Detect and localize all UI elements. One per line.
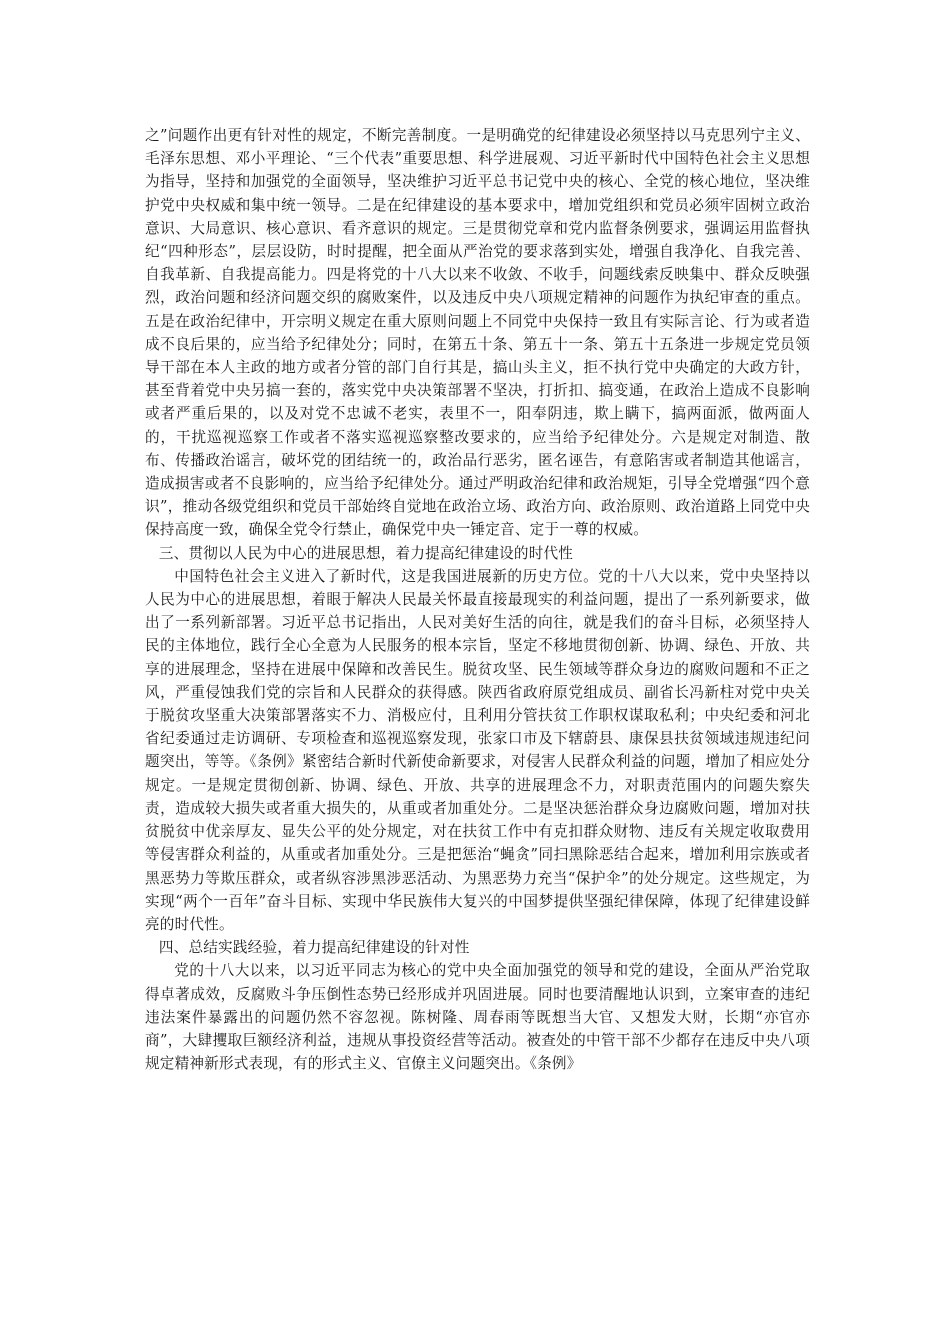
document-body xyxy=(145,124,810,1075)
paragraph-continuation: 之”问题作出更有针对性的规定，不断完善制度。一是明确党的纪律建设必须坚持以马克思列宁主义、毛泽东思想、邓小平理论、“三个代表”重要思想、科学进展观、习近平新时代中国特色社会主义思想为指导，坚持和加强党的全面领导，坚决维护习近平总书记党中央的核心、全党的核心地位，坚决维护党中央权威和集中统一领导。二是在纪律建设的基本要求中，增加党组织和党员必须牢固树立政治意识、大局意识、核心意识、看齐意识的规定。三是贯彻党章和党内监督条例要求，强调运用监督执纪“四种形态”，层层设防，时时提醒，把全面从严治党的要求落到实处，增强自我净化、自我完善、自我革新、自我提高能力。四是将党的十八大以来不收敛、不收手，问题线索反映集中、群众反映强烈，政治问题和经济问题交织的腐败案件，以及违反中央八项规定精神的问题作为执纪审查的重点。五是在政治纪律中，开宗明义规定在重大原则问题上不同党中央保持一致且有实际言论、行为或者造成不良后果的，应当给予纪律处分；同时，在第五十条、第五十一条、第五十五条进一步规定党员领导干部在本人主政的地方或者分管的部门自行其是，搞山头主义，拒不执行党中央确定的大政方针，甚至背着党中央另搞一套的，落实党中央决策部署不坚决，打折扣、搞变通，在政治上造成不良影响或者严重后果的，以及对党不忠诚不老实，表里不一，阳奉阴违，欺上瞒下，搞两面派，做两面人的，干扰巡视巡察工作或者不落实巡视巡察整改要求的，应当给予纪律处分。六是规定对制造、散布、传播政治谣言，破坏党的团结统一的，政治品行恶劣，匿名诬告，有意陷害或者制造其他谣言，造成损害或者不良影响的，应当给予纪律处分。通过严明政治纪律和政治规矩，引导全党增强“四个意识”，推动各级党组织和党员干部始终自觉地在政治立场、政治方向、政治原则、政治道路上同党中央保持高度一致，确保全党令行禁止，确保党中央一锤定音、定于一尊的权威。 xyxy=(145,127,810,539)
section-heading-4: 四、总结实践经验，着力提高纪律建设的针对性 xyxy=(158,939,470,957)
section-heading-3: 三、贯彻以人民为中心的进展思想，着力提高纪律建设的时代性 xyxy=(158,544,574,562)
paragraph-section-3: 中国特色社会主义进入了新时代，这是我国进展新的历史方位。党的十八大以来，党中央坚持以人民为中心的进展思想，着眼于解决人民最关怀最直接最现实的利益问题，提出了一系列新要求，做出了一系列新部署。习近平总书记指出，人民对美好生活的向往，就是我们的奋斗目标，必须坚持人民的主体地位，践行全心全意为人民服务的根本宗旨，坚定不移地贯彻创新、协调、绿色、开放、共享的进展理念，坚持在进展中保障和改善民生。脱贫攻坚、民生领域等群众身边的腐败问题和不正之风，严重侵蚀我们党的宗旨和人民群众的获得感。陕西省政府原党组成员、副省长冯新柱对党中央关于脱贫攻坚重大决策部署落实不力、消极应付，且利用分管扶贫工作职权谋取私利；中央纪委和河北省纪委通过走访调研、专项检查和巡视巡察发现，张家口市及下辖蔚县、康保县扶贫领域违规违纪问题突出，等等。《条例》紧密结合新时代新使命新要求，对侵害人民群众利益的问题，增加了相应处分规定。一是规定贯彻创新、协调、绿色、开放、共享的进展理念不力，对职责范围内的问题失察失责，造成较大损失或者重大损失的，从重或者加重处分。二是坚决惩治群众身边腐败问题，增加对扶贫脱贫中优亲厚友、显失公平的处分规定，对在扶贫工作中有克扣群众财物、违反有关规定收取费用等侵害群众利益的，从重或者加重处分。三是把惩治“蝇贪”同扫黑除恶结合起来，增加利用宗族或者黑恶势力等欺压群众，或者纵容涉黑涉恶活动、为黑恶势力充当“保护伞”的处分规定。这些规定，为实现“两个一百年”奋斗目标、实现中华民族伟大复兴的中国梦提供坚强纪律保障，体现了纪律建设鲜亮的时代性。 xyxy=(145,567,810,933)
paragraph-section-4: 党的十八大以来，以习近平同志为核心的党中央全面加强党的领导和党的建设，全面从严治党取得卓著成效，反腐败斗争压倒性态势已经形成并巩固进展。同时也要清醒地认识到，立案审查的违纪违法案件暴露出的问题仍然不容忽视。陈树隆、周春雨等既想当大官、又想发大财，长期“亦官亦商”，大肆攫取巨额经济利益，违规从事投资经营等活动。被查处的中管干部不少都存在违反中央八项规定精神新形式表现，有的形式主义、官僚主义问题突出。《条例》 xyxy=(145,962,810,1073)
